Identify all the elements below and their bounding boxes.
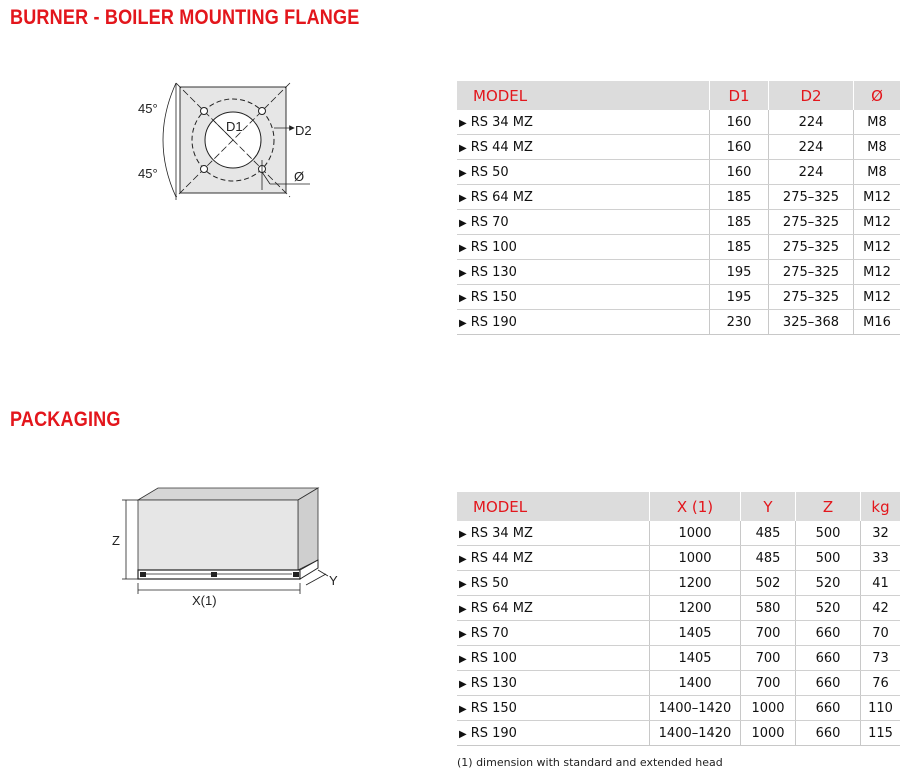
box-front-face: [138, 500, 298, 570]
hole-cell: M16: [854, 310, 900, 335]
model-cell: RS 64 MZ: [470, 189, 533, 205]
hole-cell: M12: [854, 210, 900, 235]
column-header: Y: [741, 492, 796, 521]
row-arrow-icon: ▶: [459, 578, 467, 590]
d1-cell: 230: [710, 310, 769, 335]
box-side-face: [298, 488, 318, 570]
d2-cell: 275–325: [769, 260, 854, 285]
kg-cell: 41: [861, 571, 900, 596]
kg-cell: 115: [861, 721, 900, 746]
column-header: Ø: [854, 81, 900, 110]
packaging-footnote: (1) dimension with standard and extended head: [457, 756, 723, 769]
packaging-diagram: [100, 485, 350, 610]
d1-cell: 185: [710, 185, 769, 210]
hole-cell: M8: [854, 135, 900, 160]
d2-cell: 224: [769, 160, 854, 185]
row-arrow-icon: ▶: [459, 728, 467, 740]
model-cell: RS 70: [470, 214, 509, 230]
hole-cell: M12: [854, 285, 900, 310]
z-cell: 520: [796, 571, 861, 596]
d1-cell: 195: [710, 285, 769, 310]
table-row: [457, 110, 900, 135]
kg-cell: 70: [861, 621, 900, 646]
table-row: [457, 721, 900, 746]
row-arrow-icon: ▶: [459, 217, 467, 229]
packaging-table: [457, 492, 900, 746]
row-arrow-icon: ▶: [459, 292, 467, 304]
table-header-row: [457, 81, 900, 110]
table-row: [457, 160, 900, 185]
table-row: [457, 571, 900, 596]
model-cell: RS 44 MZ: [470, 139, 533, 155]
model-cell: RS 150: [470, 700, 517, 716]
table-row: [457, 235, 900, 260]
column-header: Z: [796, 492, 861, 521]
z-cell: 500: [796, 521, 861, 546]
row-arrow-icon: ▶: [459, 117, 467, 129]
hole-cell: M12: [854, 235, 900, 260]
row-arrow-icon: ▶: [459, 603, 467, 615]
hole-cell: M8: [854, 160, 900, 185]
row-arrow-icon: ▶: [459, 192, 467, 204]
table-row: [457, 646, 900, 671]
column-header: kg: [861, 492, 900, 521]
flange-diagram: [120, 80, 320, 210]
model-cell: RS 190: [470, 725, 517, 741]
row-arrow-icon: ▶: [459, 678, 467, 690]
z-cell: 660: [796, 721, 861, 746]
flange-section-title: BURNER - BOILER MOUNTING FLANGE: [10, 6, 360, 29]
d1-label: D1: [226, 119, 243, 134]
angle-bottom-label: 45°: [138, 166, 158, 181]
bolt-hole: [201, 108, 208, 115]
model-cell: RS 100: [470, 650, 517, 666]
table-row: [457, 671, 900, 696]
model-cell: RS 190: [470, 314, 517, 330]
model-cell: RS 100: [470, 239, 517, 255]
table-row: [457, 596, 900, 621]
z-label: Z: [112, 533, 120, 548]
x-cell: 1000: [650, 546, 741, 571]
z-cell: 520: [796, 596, 861, 621]
table-row: [457, 210, 900, 235]
row-arrow-icon: ▶: [459, 628, 467, 640]
d2-cell: 275–325: [769, 210, 854, 235]
bolt-hole: [201, 166, 208, 173]
model-cell: RS 34 MZ: [470, 525, 533, 541]
model-cell: RS 130: [470, 675, 517, 691]
row-arrow-icon: ▶: [459, 142, 467, 154]
row-arrow-icon: ▶: [459, 167, 467, 179]
row-arrow-icon: ▶: [459, 528, 467, 540]
row-arrow-icon: ▶: [459, 703, 467, 715]
d2-label: D2: [295, 123, 312, 138]
flange-table: [457, 81, 900, 335]
model-cell: RS 44 MZ: [470, 550, 533, 566]
table-row: [457, 310, 900, 335]
x-cell: 1405: [650, 646, 741, 671]
table-row: [457, 285, 900, 310]
x-cell: 1400: [650, 671, 741, 696]
row-arrow-icon: ▶: [459, 653, 467, 665]
y-cell: 700: [741, 646, 796, 671]
column-header: D2: [769, 81, 854, 110]
kg-cell: 76: [861, 671, 900, 696]
x-cell: 1400–1420: [650, 721, 741, 746]
column-header: X (1): [650, 492, 741, 521]
row-arrow-icon: ▶: [459, 317, 467, 329]
y-cell: 1000: [741, 696, 796, 721]
row-arrow-icon: ▶: [459, 242, 467, 254]
model-cell: RS 50: [470, 164, 509, 180]
angle-top-label: 45°: [138, 101, 158, 116]
y-cell: 700: [741, 671, 796, 696]
z-cell: 660: [796, 696, 861, 721]
d2-cell: 224: [769, 135, 854, 160]
d2-cell: 224: [769, 110, 854, 135]
model-cell: RS 50: [470, 575, 509, 591]
pallet: [138, 570, 300, 579]
table-row: [457, 185, 900, 210]
table-row: [457, 260, 900, 285]
row-arrow-icon: ▶: [459, 553, 467, 565]
hole-cell: M8: [854, 110, 900, 135]
table-row: [457, 621, 900, 646]
table-row: [457, 546, 900, 571]
table-header-row: [457, 492, 900, 521]
row-arrow-icon: ▶: [459, 267, 467, 279]
d2-cell: 275–325: [769, 185, 854, 210]
y-cell: 485: [741, 521, 796, 546]
y-label: Y: [329, 573, 338, 588]
kg-cell: 33: [861, 546, 900, 571]
packaging-section-title: PACKAGING: [10, 408, 121, 431]
z-cell: 660: [796, 621, 861, 646]
kg-cell: 110: [861, 696, 900, 721]
box-top-face: [138, 488, 318, 500]
z-cell: 660: [796, 646, 861, 671]
table-row: [457, 521, 900, 546]
x-cell: 1200: [650, 571, 741, 596]
z-cell: 500: [796, 546, 861, 571]
y-cell: 1000: [741, 721, 796, 746]
model-cell: RS 64 MZ: [470, 600, 533, 616]
d1-cell: 160: [710, 110, 769, 135]
model-cell: RS 34 MZ: [470, 114, 533, 130]
kg-cell: 42: [861, 596, 900, 621]
bolt-hole: [259, 108, 266, 115]
d1-cell: 185: [710, 235, 769, 260]
kg-cell: 73: [861, 646, 900, 671]
x-cell: 1400–1420: [650, 696, 741, 721]
hole-cell: M12: [854, 260, 900, 285]
y-cell: 502: [741, 571, 796, 596]
column-header: MODEL: [457, 81, 710, 110]
table-row: [457, 696, 900, 721]
model-cell: RS 70: [470, 625, 509, 641]
hole-cell: M12: [854, 185, 900, 210]
kg-cell: 32: [861, 521, 900, 546]
d1-cell: 185: [710, 210, 769, 235]
d1-cell: 160: [710, 135, 769, 160]
x-label: X(1): [192, 593, 217, 608]
y-cell: 580: [741, 596, 796, 621]
y-cell: 485: [741, 546, 796, 571]
d2-cell: 275–325: [769, 235, 854, 260]
x-cell: 1405: [650, 621, 741, 646]
column-header: MODEL: [457, 492, 650, 521]
d1-cell: 160: [710, 160, 769, 185]
model-cell: RS 150: [470, 289, 517, 305]
column-header: D1: [710, 81, 769, 110]
d1-cell: 195: [710, 260, 769, 285]
hole-diameter-label: Ø: [294, 169, 305, 184]
d2-cell: 275–325: [769, 285, 854, 310]
x-cell: 1200: [650, 596, 741, 621]
z-cell: 660: [796, 671, 861, 696]
d2-cell: 325–368: [769, 310, 854, 335]
table-row: [457, 135, 900, 160]
x-cell: 1000: [650, 521, 741, 546]
model-cell: RS 130: [470, 264, 517, 280]
y-cell: 700: [741, 621, 796, 646]
